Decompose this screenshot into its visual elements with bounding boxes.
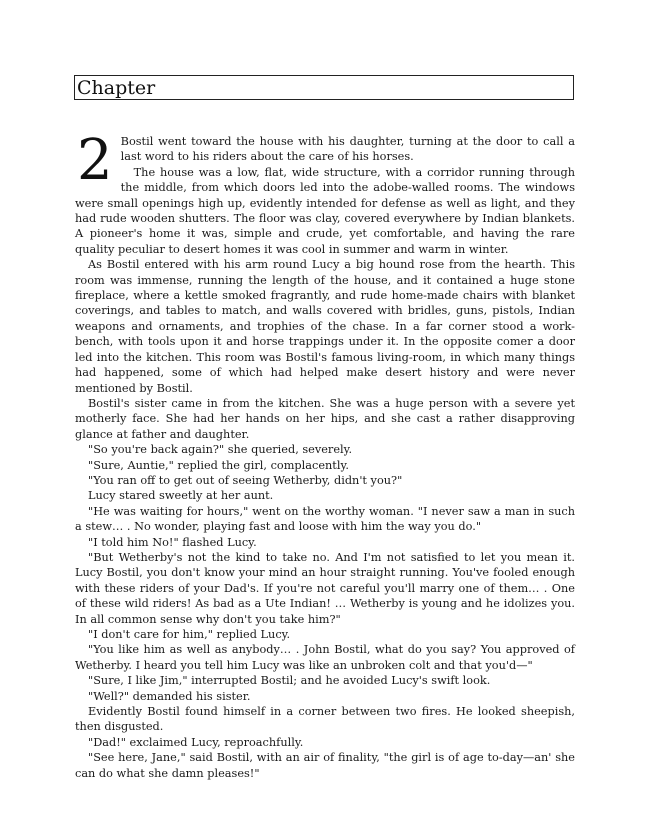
- paragraph-text: Bostil went toward the house with his daughter, turning at the door to call a last word to his riders about the care of his horses.: [120, 135, 575, 164]
- paragraph: "See here, Jane," said Bostil, with an air of finality, "the girl is of age to-day—an' she can do what she damn pleases!": [75, 751, 575, 780]
- chapter-title: Chapter: [77, 77, 156, 99]
- paragraph: "Well?" demanded his sister.: [88, 689, 251, 703]
- paragraph: "I don't care for him," replied Lucy.: [88, 628, 291, 641]
- paragraph: Lucy stared sweetly at her aunt.: [88, 489, 274, 503]
- chapter-heading-box: [74, 75, 574, 100]
- paragraph: The house was a low, flat, wide structure, with a corridor running through the middle, from which doors led into the adobe-walled rooms. The windows were small openings high up, evidently intended for defense as well as light, and they had rude wooden shutters. The floor was clay, covered everywhere by Indian blankets. A pioneer's home it was, simple and crude, yet comfortable, and having the rare quality peculiar to desert homes it was cool in summer and warm in winter.: [75, 165, 575, 256]
- paragraph: "But Wetherby's not the kind to take no. And I'm not satisfied to let you mean it. Lucy Bostil, you don't know your mind an hour straight running. You've fooled enough with these riders of your Dad's. If you're not careful you'll marry one of them… . One of these wild riders! As bad as a Ute Indian! … Wetherby is young and he idolizes you. In all common sense why don't you take him?": [75, 550, 575, 626]
- chapter-body: [75, 128, 575, 781]
- paragraph: "Dad!" exclaimed Lucy, reproachfully.: [88, 735, 304, 749]
- paragraph: "I told him No!" flashed Lucy.: [88, 535, 257, 549]
- paragraph: As Bostil entered with his arm round Lucy a big hound rose from the hearth. This room was immense, running the length of the house, and it contained a huge stone fireplace, where a kettle smoked fragrantly, and rude home-made chairs with blanket coverings, and tables to match, and walls covered with bridles, guns, pistols, Indian weapons and ornaments, and trophies of the chase. In a far corner stood a work-bench, with tools upon it and horse trappings under it. In the opposite comer a door led into the kitchen. This room was Bostil's famous living-room, in which many things had happened, some of which had helped make desert history and were never mentioned by Bostil.: [75, 258, 575, 395]
- paragraph: "You like him as well as anybody… . John Bostil, what do you say? You approved of Wetherby. I heard you tell him Lucy was like an unbroken colt and that you'd—": [75, 643, 575, 672]
- chapter-number-dropcap: 2: [77, 128, 113, 193]
- paragraph: Bostil's sister came in from the kitchen. She was a huge person with a severe yet motherly face. She had her hands on her hips, and she cast a rather disapproving glance at father and daughter.: [75, 396, 575, 441]
- paragraph: "Sure, Auntie," replied the girl, complacently.: [88, 458, 349, 472]
- paragraph-1: [75, 128, 575, 193]
- paragraph: "You ran off to get out of seeing Wetherby, didn't you?": [88, 473, 403, 487]
- paragraph: "He was waiting for hours," went on the worthy woman. "I never saw a man in such a stew… . No wonder, playing fast and loose with him the way you do.": [75, 504, 575, 534]
- paragraph: "Sure, I like Jim," interrupted Bostil; and he avoided Lucy's swift look.: [88, 674, 491, 688]
- paragraph: Evidently Bostil found himself in a corner between two fires. He looked sheepish, then disgusted.: [75, 705, 575, 734]
- paragraph: "So you're back again?" she queried, severely.: [88, 443, 353, 457]
